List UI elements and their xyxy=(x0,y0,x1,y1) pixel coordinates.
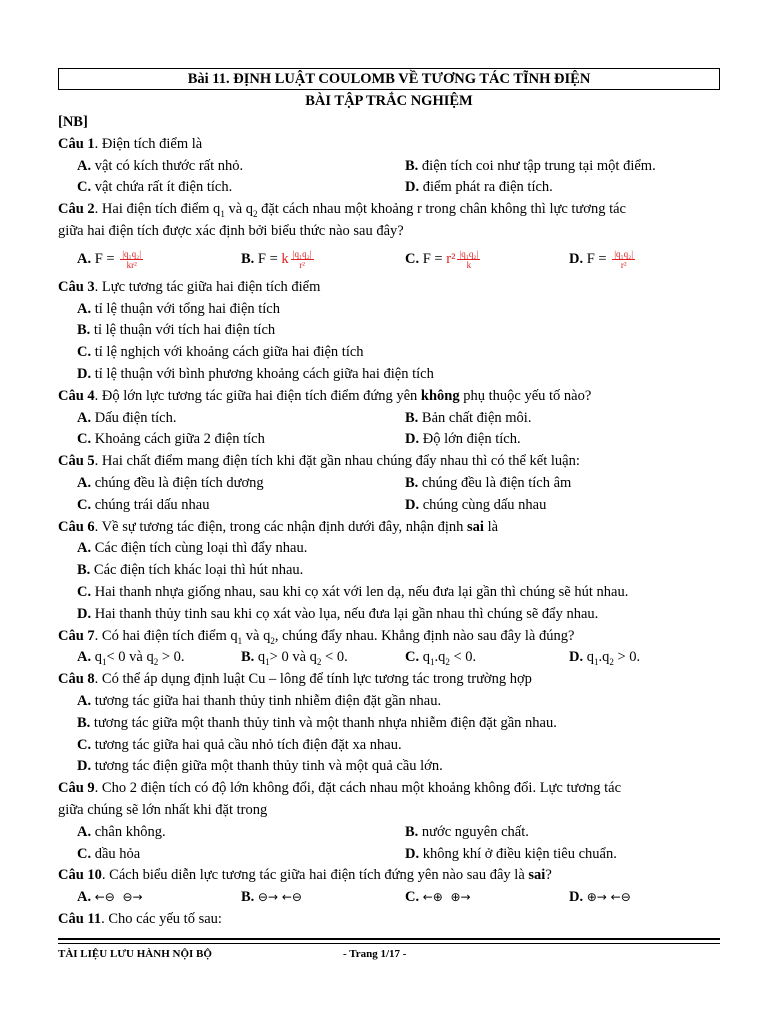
section-subtitle: BÀI TẬP TRẮC NGHIỆM xyxy=(305,93,473,109)
page-title: Bài 11. ĐỊNH LUẬT COULOMB VỀ TƯƠNG TÁC TĨNH ĐIỆN xyxy=(58,68,720,90)
q8-option-c: C. tương tác giữa hai quả cầu nhỏ tích điện đặt xa nhau. xyxy=(77,736,402,753)
q8-option-a: A. tương tác giữa hai thanh thủy tinh nhiễm điện đặt gần nhau. xyxy=(77,692,442,709)
q3-option-d: D. tỉ lệ thuận với bình phương khoảng cách giữa hai điện tích xyxy=(77,365,434,382)
q3-option-c: C. tỉ lệ nghịch với khoảng cách giữa hai điện tích xyxy=(77,344,364,361)
question-3: Câu 3. Lực tương tác giữa hai điện tích điểm xyxy=(58,278,321,295)
question-7: Câu 7. Có hai điện tích điểm $q_1$ và $q_2$, chúng đẩy nhau. Khẳng định nào sau đây là đúng? xyxy=(58,627,575,646)
force-diagram-a: ←⊖ ⊖→ xyxy=(94,890,143,905)
q9-options-ab: A. chân không. B. nước nguyên chất. xyxy=(77,823,529,840)
question-4: Câu 4. Độ lớn lực tương tác giữa hai điện tích điểm đứng yên không phụ thuộc yếu tố nào? xyxy=(58,387,592,404)
question-2: Câu 2. Hai điện tích điểm $q_1$ và $q_2$ đặt cách nhau một khoảng r trong chân không thì lực tương tác xyxy=(58,201,626,220)
force-diagram-c: ←⊕ ⊕→ xyxy=(422,890,471,905)
q6-option-d: D. Hai thanh thủy tinh sau khi cọ xát vào lụa, nếu đưa lại gần nhau thì chúng sẽ đẩy nhau. xyxy=(77,605,599,622)
q8-option-d: D. tương tác điện giữa một thanh thủy tinh và một quả cầu lớn. xyxy=(77,758,443,775)
question-9-line2: giữa chúng sẽ lớn nhất khi đặt trong xyxy=(58,801,268,818)
question-2-line2: giữa hai điện tích được xác định bởi biểu thức nào sau đây? xyxy=(58,222,404,239)
footer-rule-thick xyxy=(58,938,720,940)
q1-options-ab: A. vật có kích thước rất nhỏ. B. điện tích coi như tập trung tại một điểm. xyxy=(77,157,656,174)
q4-options-ab: A. Dấu điện tích. B. Bản chất điện môi. xyxy=(77,409,532,426)
force-diagram-b: ⊖→ ←⊖ xyxy=(257,890,302,905)
q10-options: A. ←⊖ ⊖→ B. ⊖→ ←⊖ C. ←⊕ ⊕→ D. ⊕→ ←⊖ xyxy=(77,889,631,906)
formula-d: $\frac{\text{|q₁q₂|}}{\text{r²}}$ xyxy=(614,248,634,270)
footer-note: TÀI LIỆU LƯU HÀNH NỘI BỘ xyxy=(58,948,212,960)
q4-options-cd: C. Khoảng cách giữa 2 điện tích D. Độ lớn điện tích. xyxy=(77,431,521,448)
q3-option-a: A. tỉ lệ thuận với tổng hai điện tích xyxy=(77,300,280,317)
q6-option-c: C. Hai thanh nhựa giống nhau, sau khi cọ xát với len dạ, nếu đưa lại gần thì chúng sẽ hút nhau. xyxy=(77,583,629,600)
level-tag: [NB] xyxy=(58,114,88,130)
q5-options-cd: C. chúng trái dấu nhau D. chúng cùng dấu nhau xyxy=(77,496,547,513)
question-8: Câu 8. Có thể áp dụng định luật Cu – lông để tính lực tương tác trong trường hợp xyxy=(58,671,532,688)
q6-option-b: B. Các điện tích khác loại thì hút nhau. xyxy=(77,562,304,579)
q6-option-a: A. Các điện tích cùng loại thì đẩy nhau. xyxy=(77,540,308,557)
question-10: Câu 10. Cách biểu diễn lực tương tác giữa hai điện tích đứng yên nào sau đây là sai? xyxy=(58,867,552,884)
q2-options: A. F = $\frac{\text{|q₁q₂|}}{\text{kr²}}$ B. F = k $\frac{\text{|q₁q₂|}}{\text{r²}}$ C. F = r² $\frac{\text{|q₁q₂|}}{k}$ D. F = $\frac{\text{|q₁q₂|}}{\text{r²}}$ xyxy=(77,248,634,270)
document-page xyxy=(58,68,720,931)
page-footer xyxy=(58,948,720,960)
page-number: - Trang 1/17 - xyxy=(343,948,407,960)
q8-option-b: B. tương tác giữa một thanh thủy tinh và một thanh nhựa nhiễm điện đặt gần nhau. xyxy=(77,714,557,731)
question-5: Câu 5. Hai chất điểm mang điện tích khi đặt gần nhau chúng đẩy nhau thì có thể kết luận: xyxy=(58,453,580,470)
q1-options-cd: C. vật chứa rất ít điện tích. D. điểm phát ra điện tích. xyxy=(77,179,553,196)
force-diagram-d: ⊕→ ←⊖ xyxy=(586,890,631,905)
question-1: Câu 1. Điện tích điểm là xyxy=(58,135,203,152)
formula-c: $\frac{\text{|q₁q₂|}}{k}$ xyxy=(459,248,479,270)
question-6: Câu 6. Về sự tương tác điện, trong các nhận định dưới đây, nhận định sai là xyxy=(58,518,499,535)
footer-rule-thin xyxy=(58,943,720,944)
q7-options: A. $q_1< 0$ và $q_2 > 0$. B. $q_1> 0$ và $q_2 < 0$. C. $q_1.q_2 < 0$. D. $q_1.q_2 > 0$. xyxy=(77,649,641,668)
q3-option-b: B. tỉ lệ thuận với tích hai điện tích xyxy=(77,322,276,339)
question-11: Câu 11. Cho các yếu tố sau: xyxy=(58,910,222,927)
formula-a: $\frac{\text{|q₁q₂|}}{\text{kr²}}$ xyxy=(122,248,142,270)
formula-b: $\frac{\text{|q₁q₂|}}{\text{r²}}$ xyxy=(292,248,312,270)
q9-options-cd: C. dầu hỏa D. không khí ở điều kiện tiêu chuẩn. xyxy=(77,845,617,862)
q5-options-ab: A. chúng đều là điện tích dương B. chúng đều là điện tích âm xyxy=(77,474,572,491)
question-9: Câu 9. Cho 2 điện tích có độ lớn không đổi, đặt cách nhau một khoảng không đổi. Lực tương tác xyxy=(58,780,622,797)
